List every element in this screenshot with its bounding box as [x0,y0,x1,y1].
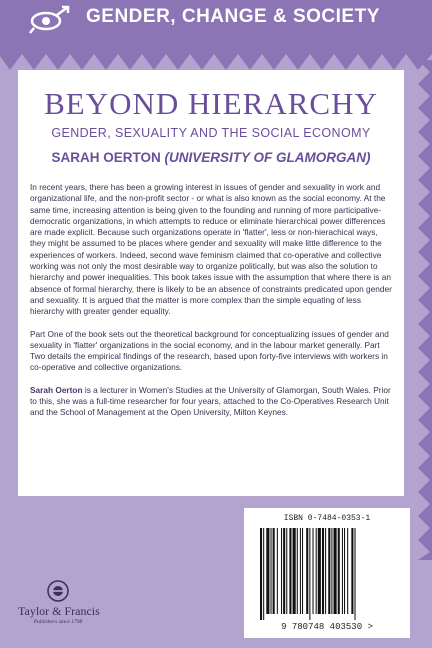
cover-text-panel [18,70,404,496]
barcode-bar [318,528,321,614]
book-title: BEYOND HIERARCHY [44,86,378,121]
barcode-bar [297,528,298,614]
barcode-bar [344,528,345,614]
barcode-bar [277,528,278,614]
barcode-bar [325,528,326,614]
barcode-bar [286,528,287,614]
isbn-label: ISBN 0-7484-0353-1 [283,514,371,523]
barcode-bar [266,528,269,614]
ean-number: 9 780748 403530 > [281,622,373,632]
series-title: GENDER, CHANGE & SOCIETY [86,6,380,27]
barcode-bar [289,528,291,614]
publisher-since: Publishers since 1798 [33,619,83,625]
barcode-bar [260,528,262,620]
gender-symbol-logo [24,4,72,34]
barcode-bar [328,528,330,614]
barcode-bar [293,528,296,614]
barcode-bar [322,528,324,614]
barcode-bar [302,528,303,614]
barcode-bars [258,528,398,620]
barcode-bar [271,528,272,614]
barcode-bar [355,528,356,620]
barcode-bar [309,528,310,620]
author-name: SARAH OERTON [51,150,161,165]
barcode-bar [334,528,337,614]
zigzag-border-top [0,50,432,72]
barcode-bar [313,528,314,614]
book-subtitle: GENDER, SEXUALITY AND THE SOCIAL ECONOMY [51,126,371,140]
author-bio [30,385,394,419]
back-cover-blurb [30,182,394,430]
barcode-bar [283,528,285,614]
barcode-bar [338,528,340,614]
barcode-bar [273,528,275,614]
barcode-box [244,508,410,638]
bio-author-name: Sarah Oerton [30,384,83,395]
barcode-bar [331,528,332,614]
barcode-bar [351,528,353,614]
publisher-emblem-icon [46,580,70,602]
barcode-bar [316,528,317,614]
barcode-bar [306,528,308,614]
barcode-bar [342,528,343,614]
publisher-logo [18,580,98,632]
barcode-bar [281,528,282,614]
author-line [18,150,404,165]
publisher-name: Taylor & Francis [18,604,100,618]
author-affiliation: (UNIVERSITY OF GLAMORGAN) [164,150,371,165]
bio-text: is a lecturer in Women's Studies at the University of Glamorgan, South Wales. Prior to this, she was a full-time researcher for four years, attached to the Co-Operatives Research Unit and the School of Management at the Open University, Milton Keynes. [30,384,391,418]
barcode-bar [300,528,301,614]
blurb-paragraph-1: In recent years, there has been a growing interest in issues of gender and sexuality in work and organizational life, and the non-profit sector - or what is also known as the social economy. At the same time, increasing attention is being given to the founding and running of more participative-democratic organizations, in which attempts to reduce or eliminate hierarchical power differences are made explicit. Because such organizations operate in 'flatter', less or non-hierachical ways, they might be assumed to be places where gender and sexuality will make little difference to the experiences of workers. Indeed, second wave feminism claimed that co-operative and collective working was not only the most desirable way to organize politically, but was also the solution to hierarchy and power inequalities. This book takes issue with the assumption that where there is an absence of formal hierarchy, there is likely to be an absence of constraints predicated upon gender and sexuality. It is argued that the matter is more complex than the simple equating of less hierarchy with greater gender equality. [30,182,392,317]
zigzag-border-right [404,60,432,560]
barcode-bar [347,528,348,614]
barcode-bar [263,528,264,620]
blurb-paragraph-2: Part One of the book sets out the theoretical background for conceptualizing issues of gender and sexuality in 'flatter' organizations in the social economy, and in the labour market generally. Part Two details the empirical findings of the research, based upon forty-five interviews with workers in co-operative and collective organizations. [30,328,389,373]
